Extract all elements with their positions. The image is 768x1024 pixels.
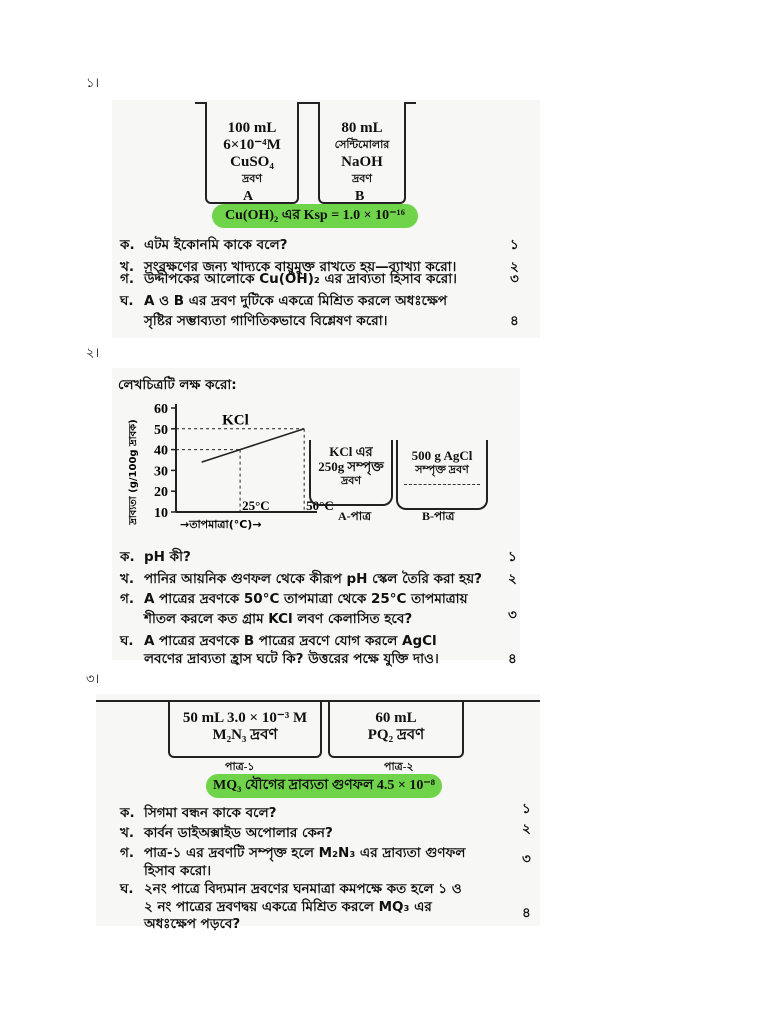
- y-tick-label: 10: [154, 506, 168, 521]
- q1-item-ka: ক. এটম ইকোনমি কাকে বলে?: [120, 237, 288, 253]
- beaker-kcl-line1: KCl এর: [329, 444, 373, 459]
- q3-item-gha: ঘ. ২নং পাত্রে বিদ্যমান দ্রবণের ঘনমাত্রা কমপক্ষে কত হলে ১ ও: [120, 881, 462, 897]
- q3-item-ka: ক. সিগমা বন্ধন কাকে বলে?: [120, 805, 277, 821]
- solubility-chart: [112, 392, 334, 542]
- beaker-agcl: [396, 440, 488, 510]
- q2-item-kha: খ. পানির আয়নিক গুণফল থেকে কীরূপ pH স্কেল তৈরি করা হয়?: [120, 571, 483, 587]
- beaker-b-volume: 80 mL: [341, 120, 383, 136]
- q3-mark-ga: ৩: [522, 851, 531, 867]
- container-1-label: পাত্র-১: [225, 761, 255, 773]
- beaker-agcl-liquid: [404, 484, 480, 485]
- container-2-line2: PQ₂ দ্রবণ: [367, 727, 425, 743]
- y-tick-label: 20: [154, 485, 168, 501]
- beaker-a-solution: দ্রবণ: [241, 173, 263, 185]
- q2-item-gha-cont: লবণের দ্রাব্যতা হ্রাস ঘটে কি? উত্তরের পক্ষে যুক্তি দাও।: [144, 651, 439, 667]
- q3-mark-kha: ২: [522, 821, 531, 837]
- beaker-agcl-label: B-পাত্র: [422, 509, 455, 523]
- beaker-kcl-line2: 250g সম্পৃক্ত: [318, 459, 384, 474]
- q2-mark-ga: ৩: [508, 607, 517, 623]
- beaker-kcl: [309, 440, 393, 506]
- q2-item-gha: ঘ. A পাত্রের দ্রবণকে B পাত্রের দ্রবণে যোগ করলে AgCl: [120, 633, 437, 649]
- q2-mark-kha: ২: [508, 571, 517, 587]
- solubility-product-banner: MQ₃ যৌগের দ্রাব্যতা গুণফল 4.5 × 10⁻⁸: [206, 774, 442, 798]
- q1-item-kha: খ. সংরক্ষণের জন্য খাদ্যকে বায়ুমুক্ত রাখতে হয়—ব্যাখ্যা করো।: [120, 259, 457, 275]
- q1-mark-ka: ১: [510, 237, 519, 253]
- beaker-a-compound: CuSO₄: [230, 154, 274, 170]
- beaker-b-label: B: [355, 189, 365, 204]
- y-tick-label: 50: [154, 422, 168, 438]
- q1-item-gha: ঘ. A ও B এর দ্রবণ দুটিকে একত্রে মিশ্রিত করলে অধঃক্ষেপ: [120, 293, 448, 309]
- question-3-number: ৩।: [86, 672, 100, 687]
- x-tick-label: 50°C: [306, 498, 334, 513]
- q1-item-ga: গ. উদ্দীপকের আলোকে Cu(OH)₂ এর দ্রাব্যতা হিসাব করো।: [120, 271, 457, 287]
- container-1-line2: M₂N₃ দ্রবণ: [212, 727, 278, 743]
- y-tick-label: 30: [154, 464, 168, 480]
- q2-mark-ka: ১: [508, 549, 517, 565]
- question-2-number: ২।: [86, 346, 100, 361]
- q3-item-ga-cont: হিসাব করো।: [144, 863, 212, 879]
- kcl-solubility-line: [202, 429, 305, 462]
- q1-mark-kha: ২: [510, 259, 519, 275]
- beaker-b-molarity: সেন্টিমোলার: [334, 139, 390, 151]
- beaker-a-label: A: [243, 189, 254, 204]
- container-2-label: পাত্র-২: [384, 761, 414, 773]
- q2-intro: লেখচিত্রটি লক্ষ করো:: [118, 377, 237, 393]
- container-1-line1: 50 mL 3.0 × 10⁻³ M: [182, 710, 308, 726]
- y-tick-label: 40: [154, 443, 168, 459]
- q2-item-ga-cont: শীতল করলে কত গ্রাম KCl লবণ কেলাসিত হবে?: [144, 611, 413, 627]
- q3-item-kha: খ. কার্বন ডাইঅক্সাইড অপোলার কেন?: [120, 825, 333, 841]
- q3-item-gha-cont: ২ নং পাত্রের দ্রবণদ্বয় একত্রে মিশ্রিত করলে MQ₃ এর: [144, 899, 432, 915]
- question-1-number: ১।: [86, 76, 100, 91]
- q1-item-gha-cont: সৃষ্টির সম্ভাব্যতা গাণিতিকভাবে বিশ্লেষণ করো।: [144, 313, 388, 329]
- container-1: [168, 702, 322, 758]
- y-axis-label: দ্রাব্যতা (g/100g দ্রাবক): [128, 419, 139, 525]
- q2-item-ka: ক. pH কী?: [120, 549, 191, 565]
- q2-item-ga: গ. A পাত্রের দ্রবণকে 50°C তাপমাত্রা থেকে 25°C তাপমাত্রায়: [120, 591, 468, 607]
- beaker-b-solution: দ্রবণ: [351, 173, 373, 185]
- beaker-a-concentration: 6×10⁻⁴M: [223, 137, 281, 153]
- beaker-a-volume: 100 mL: [227, 120, 277, 136]
- ksp-banner: Cu(OH)₂ এর Ksp = 1.0 × 10⁻¹⁶: [212, 204, 418, 228]
- container-2-line1: 60 mL: [375, 710, 417, 726]
- beaker-agcl-line2: সম্পৃক্ত দ্রবণ: [415, 464, 469, 476]
- x-tick-label: 25°C: [242, 498, 270, 513]
- beaker-agcl-line1: 500 g AgCl: [411, 448, 473, 463]
- container-2: [328, 702, 464, 758]
- beaker-kcl-label: A-পাত্র: [338, 509, 372, 523]
- q3-item-ga: গ. পাত্র-১ এর দ্রবণটি সম্পৃক্ত হলে M₂N₃ এর দ্রাব্যতা গুণফল: [120, 845, 466, 861]
- q1-mark-ga: ৩: [510, 271, 519, 287]
- series-label: KCl: [222, 412, 249, 429]
- x-axis-label: →তাপমাত্রা(°C)→: [180, 518, 262, 531]
- chart-plot-area: [128, 402, 334, 531]
- q3-mark-gha: ৪: [522, 905, 531, 921]
- q2-mark-gha: ৪: [508, 651, 517, 667]
- y-tick-label: 60: [154, 402, 168, 417]
- q1-mark-gha: ৪: [510, 313, 519, 329]
- q3-mark-ka: ১: [522, 801, 531, 817]
- q3-item-gha-cont2: অধঃক্ষেপ পড়বে?: [144, 916, 241, 932]
- beaker-b-compound: NaOH: [341, 154, 383, 170]
- beaker-kcl-line3: দ্রবণ: [340, 475, 362, 487]
